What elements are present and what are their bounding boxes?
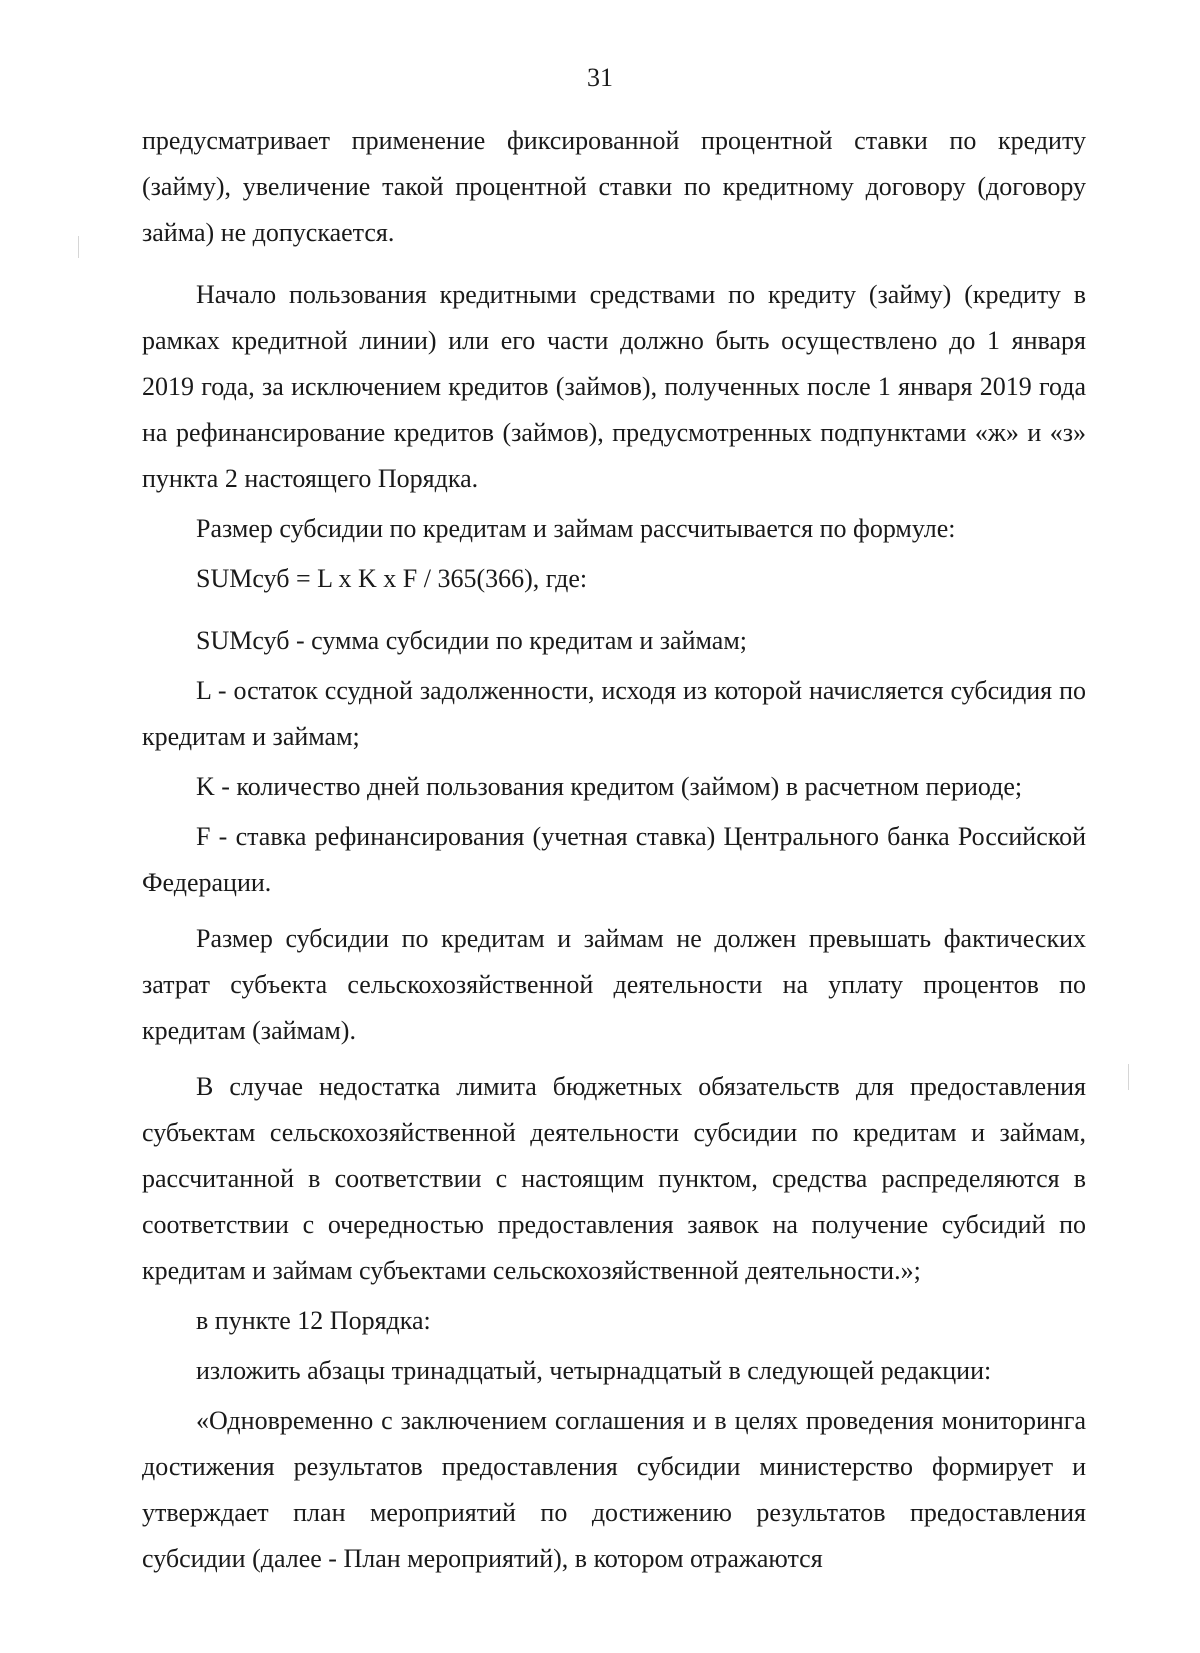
definition-sumsub: SUMсуб - сумма субсидии по кредитам и займам; <box>196 626 748 655</box>
definition-k: K - количество дней пользования кредитом (займом) в расчетном периоде; <box>196 772 1023 801</box>
paragraph-restate: изложить абзацы тринадцатый, четырнадцатый в следующей редакции: <box>196 1356 992 1385</box>
paragraph-formula-intro: Размер субсидии по кредитам и займам рассчитывается по формуле: <box>196 514 956 543</box>
paragraph-monitoring: «Одновременно с заключением соглашения и в целях проведения мониторинга достижения результатов предоставления субсидии министерство формирует и утверждает план мероприятий по достижению результатов предоставления субсидии (далее - План мероприятий), в котором отражаются <box>142 1406 1086 1573</box>
definition-l: L - остаток ссудной задолженности, исходя из которой начисляется субсидия по кредитам и займам; <box>142 676 1086 751</box>
paragraph-subsidy-limit: Размер субсидии по кредитам и займам не должен превышать фактических затрат субъекта сельскохозяйственной деятельности на уплату процентов по кредитам (займам). <box>142 924 1086 1045</box>
scan-mark-left <box>78 236 79 258</box>
paragraph-budget-shortage: В случае недостатка лимита бюджетных обязательств для предоставления субъектам сельскохозяйственной деятельности субсидии по кредитам и займам, рассчитанной в соответствии с настоящим пунктом, средства распределяются в соответствии с очередностью предоставления заявок на получение субсидий по кредитам и займам субъектами сельскохозяйственной деятельности.»; <box>142 1072 1086 1285</box>
scan-mark-right <box>1128 1064 1129 1090</box>
definition-f: F - ставка рефинансирования (учетная ставка) Центрального банка Российской Федерации. <box>142 822 1086 897</box>
document-body <box>142 118 1086 1582</box>
paragraph-point-12: в пункте 12 Порядка: <box>196 1306 431 1335</box>
page-number: 31 <box>587 63 613 92</box>
paragraph-continuation: предусматривает применение фиксированной процентной ставки по кредиту (займу), увеличение такой процентной ставки по кредитному договору (договору займа) не допускается. <box>142 126 1086 247</box>
formula-line: SUMсуб = L x K x F / 365(366), где: <box>196 564 588 593</box>
paragraph-credit-start: Начало пользования кредитными средствами по кредиту (займу) (кредиту в рамках кредитной линии) или его части должно быть осуществлено до 1 января 2019 года, за исключением кредитов (займов), полученных после 1 января 2019 года на рефинансирование кредитов (займов), предусмотренных подпунктами «ж» и «з» пункта 2 настоящего Порядка. <box>142 280 1086 493</box>
